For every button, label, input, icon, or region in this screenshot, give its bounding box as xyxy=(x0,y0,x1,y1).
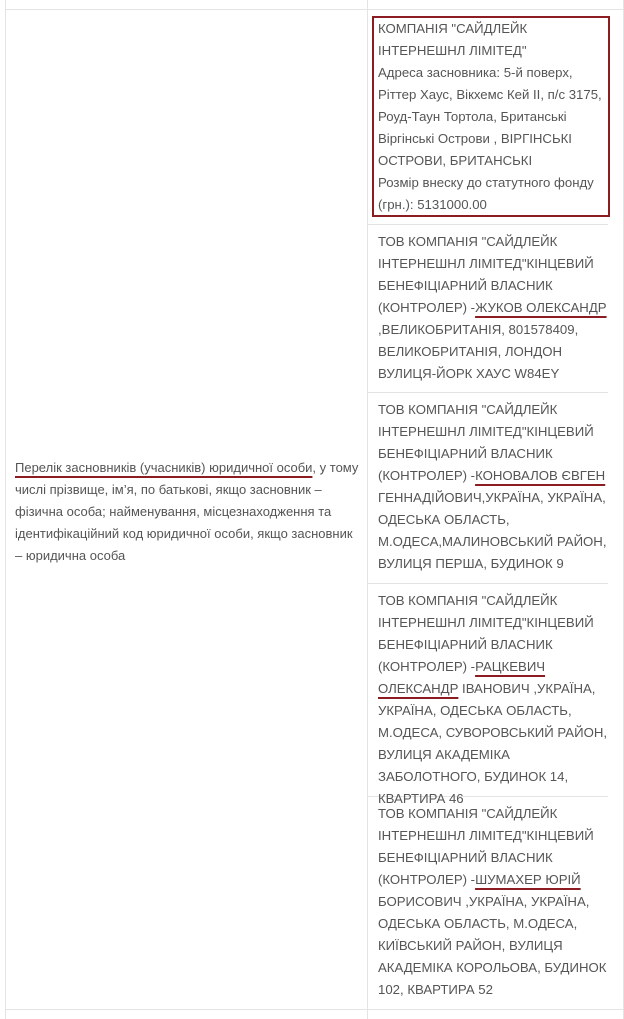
beneficiary-name: ШУМАХЕР ЮРІЙ xyxy=(475,872,581,887)
founder-company-address: Адреса засновника: 5-й поверх, Ріттер Хаус, Вікхемс Кей ІІ, п/с 3175, Роуд-Таун Тортола, Британські Віргінські Острови , ВІРГІНСЬКІ ОСТРОВИ, БРИТАНСЬКІ xyxy=(378,65,602,168)
row-divider-bottom xyxy=(5,1009,624,1010)
beneficiary-details: ІВАНОВИЧ ,УКРАЇНА, УКРАЇНА, ОДЕСЬКА ОБЛАСТЬ, М.ОДЕСА, СУВОРОВСЬКИЙ РАЙОН, ВУЛИЦЯ АКАДЕМІКА ЗАБОЛОТНОГО, БУДИНОК 14, КВАРТИРА 46 xyxy=(378,681,608,806)
founder-entry-company xyxy=(378,18,610,216)
table-border-left xyxy=(5,0,6,1019)
beneficiary-entry xyxy=(378,399,610,575)
column-divider xyxy=(367,0,368,1019)
beneficiary-details: ГЕННАДІЙОВИЧ,УКРАЇНА, УКРАЇНА, ОДЕСЬКА ОБЛАСТЬ, М.ОДЕСА,МАЛИНОВСЬКИЙ РАЙОН, ВУЛИЦЯ ПЕРША, БУДИНОК 9 xyxy=(378,490,607,571)
entry-divider xyxy=(368,392,608,393)
entry-divider xyxy=(368,224,608,225)
founders-label-underlined: Перелік засновників (учасників) юридичної особи xyxy=(15,460,313,475)
beneficiary-entry xyxy=(378,231,610,385)
beneficiary-entry xyxy=(378,590,610,810)
beneficiary-prefix: ТОВ КОМПАНІЯ "САЙДЛЕЙК ІНТЕРНЕШНЛ ЛІМІТЕД"КІНЦЕВИЙ БЕНЕФІЦІАРНИЙ ВЛАСНИК (КОНТРОЛЕР) - xyxy=(378,593,594,674)
beneficiary-name: РАЦКЕВИЧ ОЛЕКСАНДР xyxy=(378,659,546,696)
beneficiary-prefix: ТОВ КОМПАНІЯ "САЙДЛЕЙК ІНТЕРНЕШНЛ ЛІМІТЕД"КІНЦЕВИЙ БЕНЕФІЦІАРНИЙ ВЛАСНИК (КОНТРОЛЕР) - xyxy=(378,402,594,483)
beneficiary-name: КОНОВАЛОВ ЄВГЕН xyxy=(475,468,606,483)
beneficiary-name: ЖУКОВ ОЛЕКСАНДР xyxy=(475,300,607,315)
beneficiary-details: БОРИСОВИЧ ,УКРАЇНА, УКРАЇНА, ОДЕСЬКА ОБЛАСТЬ, М.ОДЕСА, КИЇВСЬКИЙ РАЙОН, ВУЛИЦЯ АКАДЕМІКА КОРОЛЬОВА, БУДИНОК 102, КВАРТИРА 52 xyxy=(378,894,607,997)
row-divider-top xyxy=(5,9,624,10)
beneficiary-prefix: ТОВ КОМПАНІЯ "САЙДЛЕЙК ІНТЕРНЕШНЛ ЛІМІТЕД"КІНЦЕВИЙ БЕНЕФІЦІАРНИЙ ВЛАСНИК (КОНТРОЛЕР) - xyxy=(378,806,594,887)
founders-label-cell xyxy=(15,457,360,567)
entry-divider xyxy=(368,583,608,584)
founder-company-capital: Розмір внеску до статутного фонду (грн.): 5131000.00 xyxy=(378,175,594,212)
founders-label-rest: , у тому числі прізвище, ім’я, по батькові, якщо засновник – фізична особа; найменування, місцезнаходження та ідентифікаційний код юридичної особи, якщо засновник – юридична особа xyxy=(15,460,359,563)
beneficiary-details: ,ВЕЛИКОБРИТАНІЯ, 801578409, ВЕЛИКОБРИТАНІЯ, ЛОНДОН ВУЛИЦЯ-ЙОРК ХАУС W84EY xyxy=(378,322,579,381)
beneficiary-prefix: ТОВ КОМПАНІЯ "САЙДЛЕЙК ІНТЕРНЕШНЛ ЛІМІТЕД"КІНЦЕВИЙ БЕНЕФІЦІАРНИЙ ВЛАСНИК (КОНТРОЛЕР) - xyxy=(378,234,594,315)
beneficiary-entry xyxy=(378,803,610,1001)
founder-company-name: КОМПАНІЯ "САЙДЛЕЙК ІНТЕРНЕШНЛ ЛІМІТЕД" xyxy=(378,21,528,58)
